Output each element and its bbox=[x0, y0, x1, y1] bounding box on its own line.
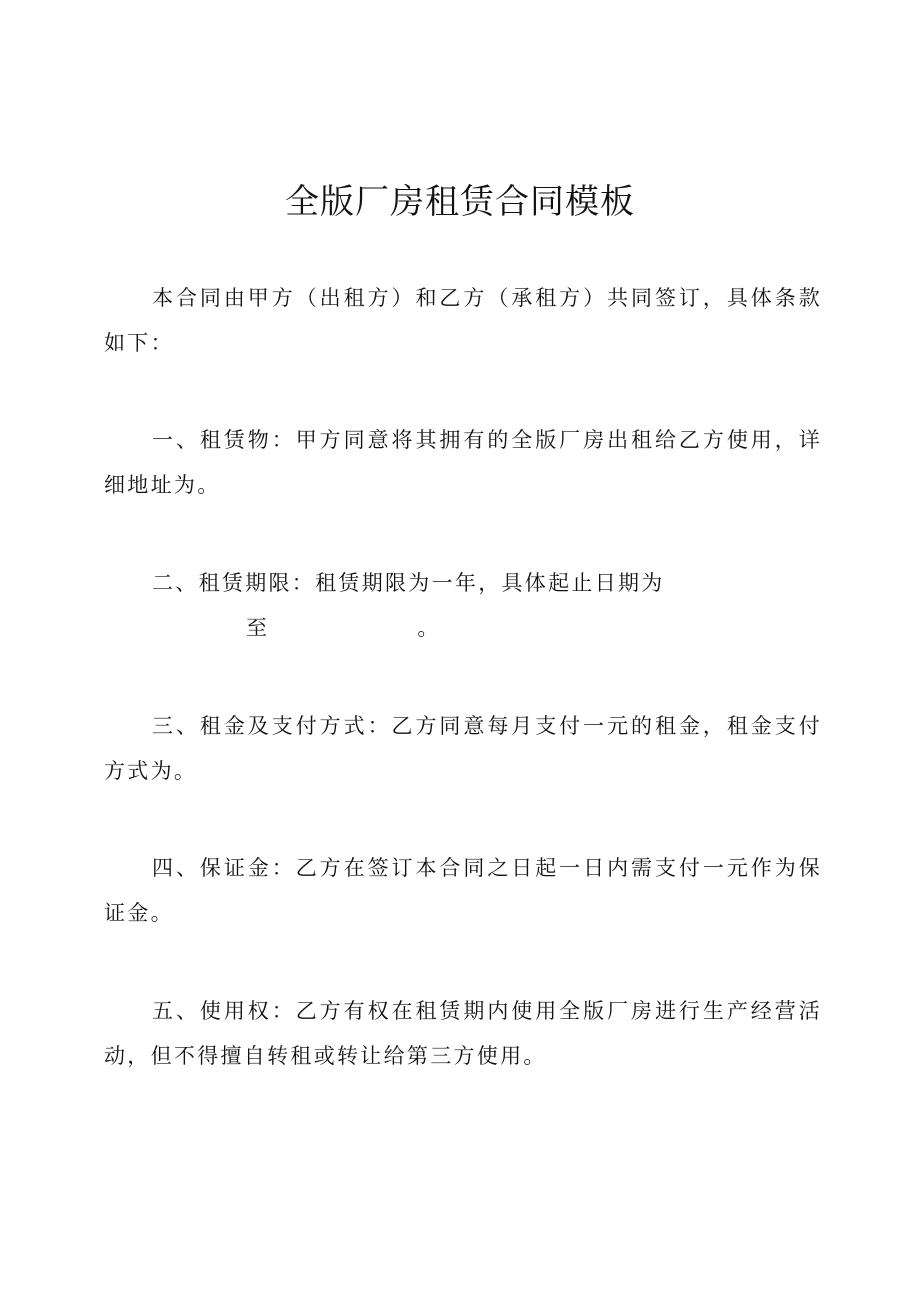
date-to-label: 至 bbox=[246, 616, 270, 640]
clause-deposit: 四、保证金：乙方在签订本合同之日起一日内需支付一元作为保证金。 bbox=[104, 856, 822, 925]
clause-lease-term-text: 二、租赁期限：租赁期限为一年，具体起止日期为 bbox=[152, 571, 665, 595]
clause-leased-property: 一、租赁物：甲方同意将其拥有的全版厂房出租给乙方使用，详细地址为。 bbox=[104, 428, 822, 497]
clause-rent-payment: 三、租金及支付方式：乙方同意每月支付一元的租金，租金支付方式为。 bbox=[104, 714, 822, 783]
date-period-mark: 。 bbox=[417, 616, 441, 640]
intro-paragraph: 本合同由甲方（出租方）和乙方（承租方）共同签订，具体条款如下： bbox=[104, 286, 822, 355]
clause-lease-term-dates bbox=[104, 606, 822, 651]
clause-usage-rights: 五、使用权：乙方有权在租赁期内使用全版厂房进行生产经营活动，但不得擅自转租或转让给第三方使用。 bbox=[104, 999, 822, 1068]
clause-lease-term bbox=[104, 561, 822, 651]
document-title: 全版厂房租赁合同模板 bbox=[285, 182, 635, 222]
